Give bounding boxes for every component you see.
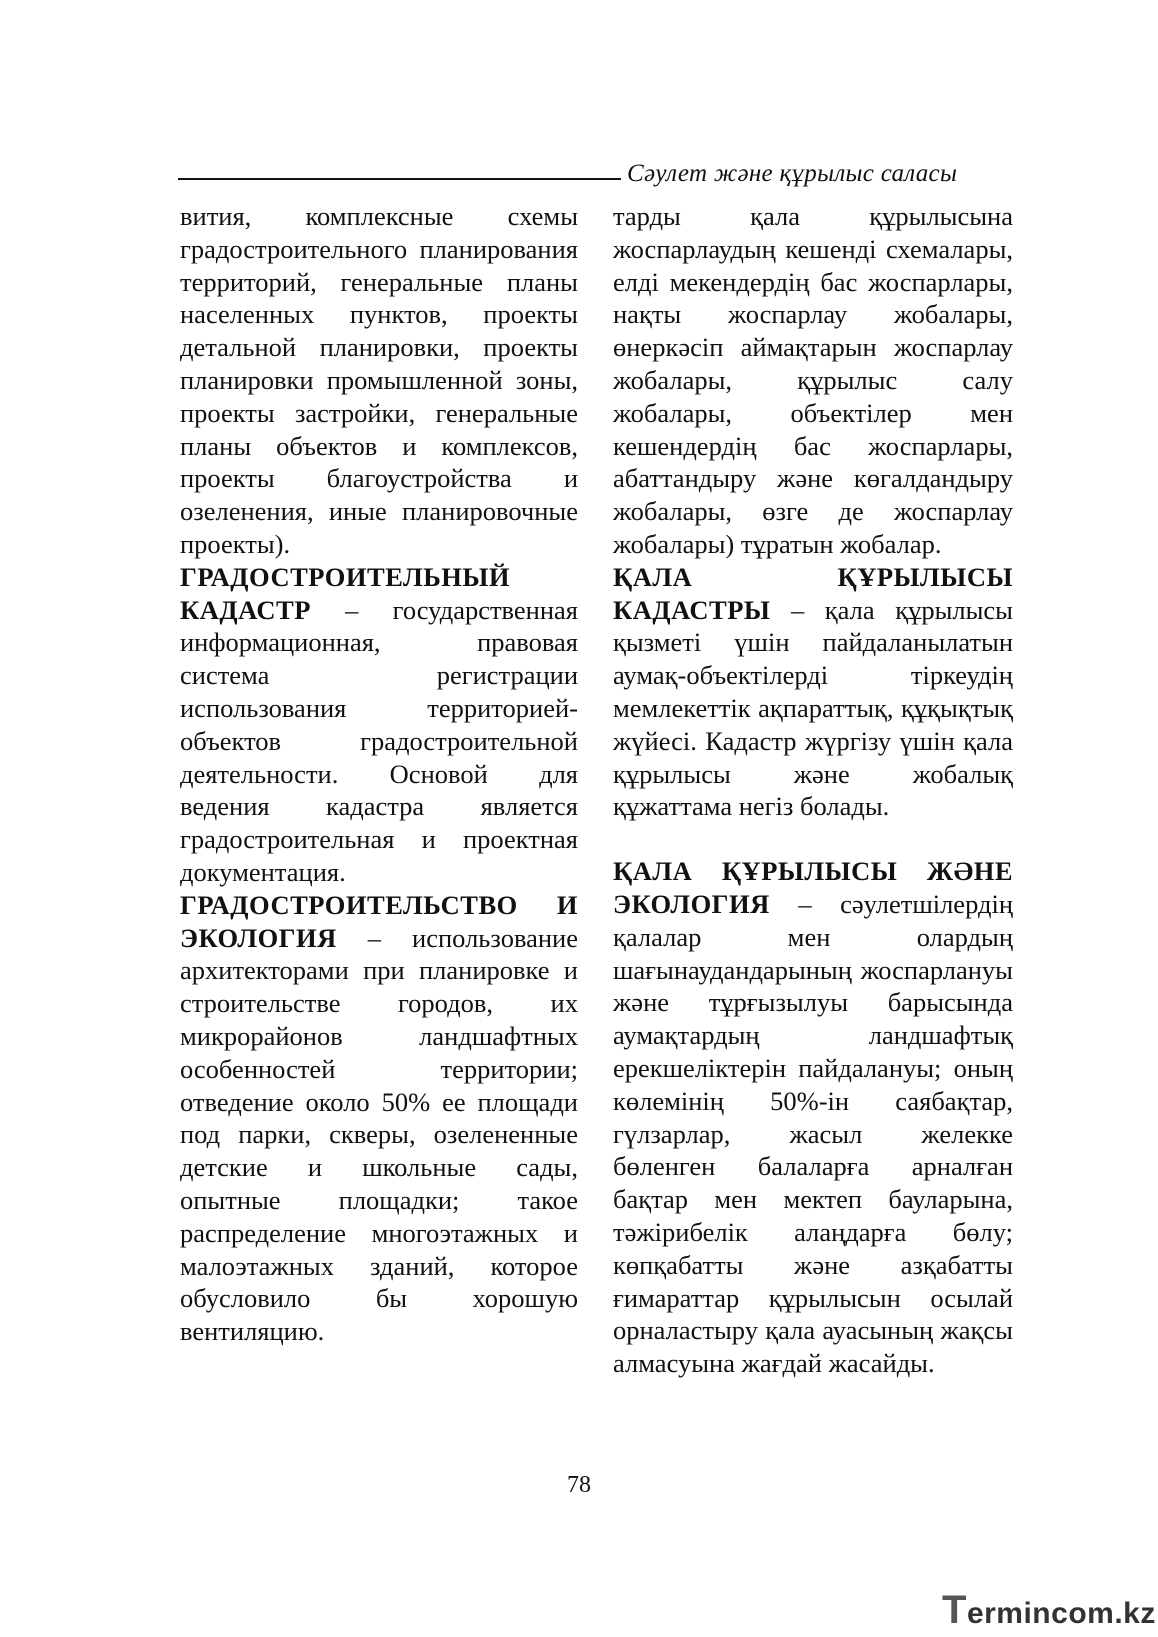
right-column: [613, 200, 1013, 1380]
left-entry-cadastre-term: ГРАДОСТРОИТЕЛЬНЫЙ КАДАСТР: [180, 561, 511, 625]
running-head: Сәулет және құрылыс саласы: [627, 160, 958, 187]
right-entry-cadastre-term: ҚАЛА ҚҰРЫЛЫСЫ КАДАСТРЫ: [613, 561, 1013, 625]
left-entry-cadastre-body: – государственная информационная, правовая система регистрации использования территорией-объектов градостроительной деятельности. Основой для ведения кадастра является градостроительная и проектная документация.: [180, 594, 578, 887]
left-entry-ecology: [180, 889, 578, 1348]
right-entry-ecology-term: ҚАЛА ҚҰРЫЛЫСЫ ЖӘНЕ ЭКОЛОГИЯ: [613, 856, 1013, 919]
right-entry-ecology: [613, 855, 1013, 1380]
left-continuation-paragraph: вития, комплексные схемы градостроительного планирования территорий, генеральные планы населенных пунктов, проекты детальной планировки, проекты планировки промышленной зоны, проекты застройки, генеральные планы объектов и комплексов, проекты благоустройства и озеленения, иные планировочные проекты).: [180, 201, 578, 559]
page-number: 78: [567, 1472, 591, 1498]
watermark-logo: [942, 1588, 1156, 1633]
left-entry-ecology-body: – использование архитекторами при планировке и строительстве городов, их микрорайонов ландшафтных особенностей территории; отведение около 50% ее площади под парки, скверы, озелененные детские и школьные сады, опытные площадки; такое распределение многоэтажных и малоэтажных зданий, которое обусловило бы хорошую вентиляцию.: [180, 922, 578, 1347]
right-entry-ecology-body: – сәулетшілердің қалалар мен олардың шағынаудандарының жоспарлануы және тұрғызылуы барысында аумақтардың ландшафтық ерекшеліктерін пайдалануы; оның көлемінің 50%-ін саябақтар, гүлзарлар, жасыл желекке бөленген балаларға арналған бақтар мен мектеп бауларына, тәжірибелік алаңдарға бөлу; көпқабатты және азқабатты ғимараттар құрылысын осылай орналастыру қала ауасының жақсы алмасуына жағдай жасайды.: [613, 888, 1013, 1379]
right-continuation-paragraph: тарды қала құрылысына жоспарлаудың кешенді схемалары, елді мекендердің бас жоспарлары, нақты жоспарлау жобалары, өнеркәсіп аймақтарын жоспарлау жобалары, құрылыс салу жобалары, объектілер мен кешендердің бас жоспарлары, абаттандыру және көгалдандыру жобалары, өзге де жоспарлау жобалары) тұратын жобалар.: [613, 201, 1013, 559]
right-entry-cadastre: [613, 561, 1013, 823]
watermark-initial: T: [942, 1588, 967, 1632]
left-entry-cadastre: [180, 561, 578, 889]
watermark-text: ermincom.kz: [966, 1597, 1156, 1630]
right-entry-cadastre-body: – қала құрылысы қызметі үшін пайдаланылатын аумақ-объектілерді тіркеудің мемлекеттік ақпараттық, құқықтық жүйесі. Кадастр жүргізу үшін қала құрылысы және жобалық құжаттама негіз болады.: [613, 594, 1013, 822]
left-column: [180, 200, 578, 1348]
header-rule: [178, 178, 621, 180]
left-entry-ecology-term: ГРАДОСТРОИТЕЛЬСТВО И ЭКОЛОГИЯ: [180, 889, 578, 953]
